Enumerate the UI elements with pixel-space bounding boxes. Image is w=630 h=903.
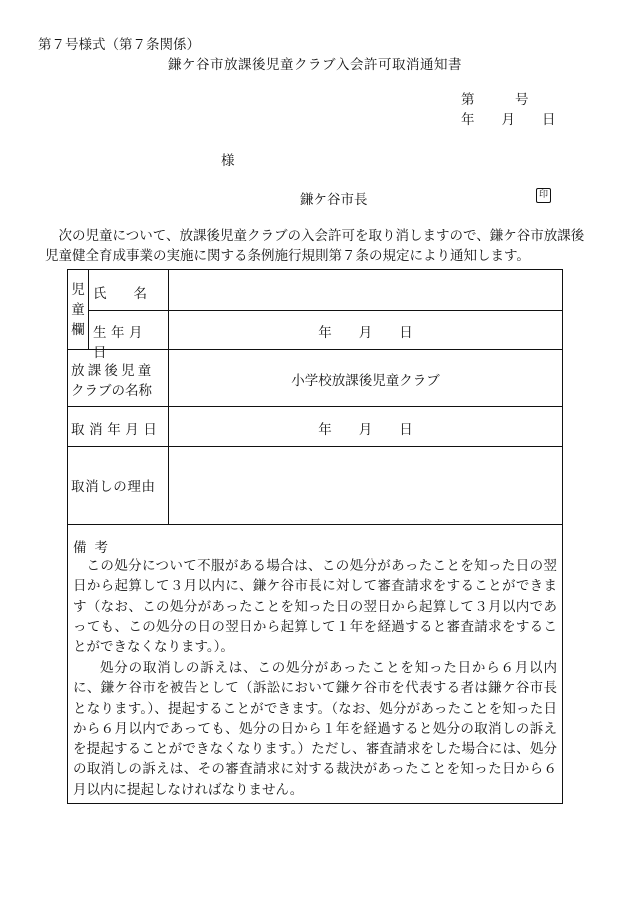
intro-paragraph: [45, 226, 590, 266]
form-number: 第７号様式（第７条関係）: [38, 37, 200, 53]
rule-cancel-reason: [68, 446, 562, 447]
seal-mark: 印: [536, 188, 551, 203]
club-name-value: 小学校放課後児童クラブ: [291, 373, 440, 389]
club-label-line1: 放課後児童: [71, 363, 155, 379]
notice-form-table: [67, 269, 563, 804]
document-date: 年 月 日: [461, 112, 556, 128]
document-title: 鎌ケ谷市放課後児童クラブ入会許可取消通知書: [168, 57, 462, 73]
birthdate-value: 年 月 日: [318, 325, 413, 341]
rule-reason-notes: [68, 524, 562, 525]
note-appeal: [73, 556, 557, 657]
reason-value-field[interactable]: [169, 450, 562, 520]
issuer-name: 鎌ケ谷市長: [300, 192, 368, 208]
note-lawsuit: [73, 658, 557, 800]
name-label: 氏 名: [93, 286, 147, 302]
rule-club-cancel: [68, 406, 562, 407]
document-number: 第 号: [461, 92, 529, 108]
notes-heading: 備考: [73, 540, 116, 556]
name-value-field[interactable]: [169, 282, 562, 300]
intro-text: 次の児童について、放課後児童クラブの入会許可を取り消しますので、鎌ケ谷市放課後児童健全育成事業の実施に関する条例施行規則第７条の規定により通知します。: [45, 228, 585, 264]
rule-name-birth: [88, 310, 562, 311]
addressee-honorific: 様: [221, 153, 235, 169]
cancel-date-label: 取消年月日: [71, 422, 162, 438]
child-group-label: [71, 280, 85, 340]
rule-child-group: [88, 270, 89, 349]
birthdate-label: [93, 321, 163, 361]
note-appeal-text: この処分について不服がある場合は、この処分があったことを知った日の翌日から起算して３月以内に、鎌ケ谷市長に対して審査請求をすることができます（なお、この処分があったことを知った日の翌日から起算して３月以内であっても、この処分の日の翌日から起算して１年を経過すると審査請求をすることができなくなります。）。: [73, 558, 557, 656]
note-lawsuit-text: 処分の取消しの訴えは、この処分があったことを知った日から６月以内に、鎌ケ谷市を被告として（訴訟において鎌ケ谷市を代表する者は鎌ケ谷市長となります。）、提起することができます。（なお、処分があったことを知った日から６月以内であっても、処分の日から１年を経過すると処分の取消しの訴えを提起することができなくなります。）ただし、審査請求をした場合には、処分の取消しの訴えは、その審査請求に対する裁決があったことを知った日から６月以内に提起しなければなりません。: [73, 660, 557, 798]
reason-label: 取消しの理由: [71, 479, 156, 495]
cancel-date-value: 年 月 日: [318, 422, 413, 438]
club-label-line2: クラブの名称: [71, 383, 152, 399]
child-group-label-text: 児童欄: [71, 282, 85, 338]
birthdate-label-text: 生年月日: [93, 325, 147, 361]
